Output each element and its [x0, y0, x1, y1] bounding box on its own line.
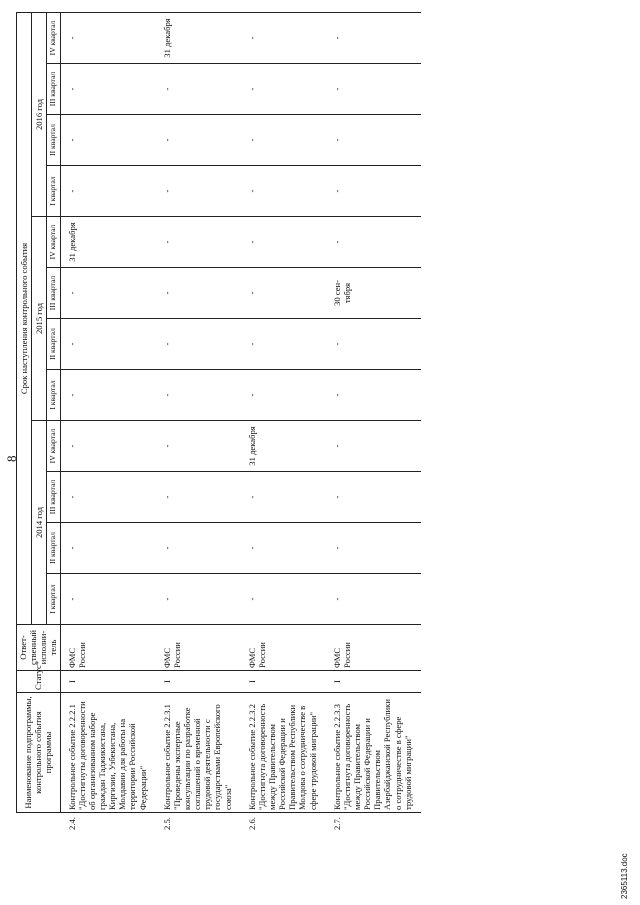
responsible-cell: ФМС России: [156, 625, 241, 671]
quarter-header: III квартал: [46, 64, 60, 115]
quarter-cell: -: [241, 115, 326, 166]
event-name: Контрольное событие 2.2.3.2 "Достигнута договоренность между Правительством Российской Федерации и Правительством Республики Молдова о сотрудничестве в сфере трудовой миграции": [246, 703, 318, 810]
quarter-cell: -: [241, 370, 326, 421]
quarter-cell: -: [60, 64, 156, 115]
quarter-header: III квартал: [46, 472, 60, 523]
year-2016-header: 2016 год: [31, 12, 46, 216]
quarter-cell: -: [60, 319, 156, 370]
row-number: 2.6.: [246, 817, 257, 830]
event-name: Контрольное событие 2.2.3.3 "Достигнута договоренность между Правительством Российской Федерации и Правительством Азербайджанской Республики о сотрудничестве в сфере трудовой миграции": [331, 699, 413, 810]
quarter-cell: -: [156, 523, 241, 574]
quarter-cell: -: [326, 472, 421, 523]
quarter-cell: -: [241, 319, 326, 370]
document-filename: 2365113.doc: [620, 853, 629, 899]
quarter-header: II квартал: [46, 319, 60, 370]
row-number: 2.5.: [161, 817, 172, 830]
quarter-cell: -: [156, 319, 241, 370]
year-2014-header: 2014 год: [31, 421, 46, 625]
event-name-cell: [326, 693, 421, 830]
quarter-header: IV квартал: [46, 421, 60, 472]
quarter-cell: -: [156, 64, 241, 115]
quarter-cell: -: [326, 115, 421, 166]
quarter-cell: -: [156, 574, 241, 625]
quarter-cell: -: [326, 421, 421, 472]
quarter-cell: -: [241, 217, 326, 268]
quarter-header: I квартал: [46, 574, 60, 625]
col-responsible-header: Ответ-ственный исполни-тель: [17, 625, 61, 671]
quarter-header: II квартал: [46, 523, 60, 574]
quarter-cell: -: [156, 115, 241, 166]
quarter-header: III квартал: [46, 268, 60, 319]
quarter-cell: -: [156, 370, 241, 421]
col-name-header: Наименование подпрограммы, контрольного события программы: [17, 693, 61, 813]
quarter-cell: -: [156, 268, 241, 319]
row-number: 2.4.: [66, 817, 77, 830]
quarter-cell: -: [326, 217, 421, 268]
table-row: [60, 12, 156, 812]
quarter-cell: -: [326, 319, 421, 370]
quarter-cell: -: [60, 268, 156, 319]
responsible-cell: ФМС России: [241, 625, 326, 671]
quarter-cell: 31 декабря: [241, 421, 326, 472]
col-status-header: Статус*: [17, 671, 61, 693]
quarter-cell: -: [156, 421, 241, 472]
quarter-cell: -: [241, 574, 326, 625]
table-row: [241, 12, 326, 812]
event-name-cell: [60, 693, 156, 830]
quarter-cell: -: [241, 166, 326, 217]
quarter-cell: -: [60, 370, 156, 421]
quarter-cell: 31 декабря: [156, 12, 241, 63]
responsible-cell: ФМС России: [60, 625, 156, 671]
row-number: 2.7.: [331, 817, 342, 830]
quarter-cell: -: [326, 166, 421, 217]
quarter-header: IV квартал: [46, 12, 60, 63]
table-row: [156, 12, 241, 812]
quarter-cell: -: [241, 523, 326, 574]
quarter-cell: -: [156, 472, 241, 523]
quarter-cell: 31 декабря: [60, 217, 156, 268]
quarter-cell: -: [326, 574, 421, 625]
quarter-cell: -: [156, 166, 241, 217]
quarter-cell: -: [60, 523, 156, 574]
quarter-header: II квартал: [46, 115, 60, 166]
event-name-cell: [241, 693, 326, 830]
control-events-table: [16, 12, 421, 830]
quarter-cell: -: [326, 64, 421, 115]
quarter-header: IV квартал: [46, 217, 60, 268]
event-name-cell: [156, 693, 241, 830]
col-deadline-header: Срок наступления контрольного события: [17, 12, 32, 624]
event-name: Контрольное событие 2.2.3.1 "Проведены экспертные консультации по разработке соглашений о временной трудовой деятельности с государствами Европейского союза": [161, 704, 233, 810]
quarter-cell: -: [60, 421, 156, 472]
status-cell: I: [60, 671, 156, 693]
quarter-cell: -: [60, 12, 156, 63]
quarter-cell: -: [326, 370, 421, 421]
status-cell: I: [241, 671, 326, 693]
event-name: Контрольное событие 2.2.2.1 "Достигнуты договоренности об организованном наборе граждан Таджикистана, Киргизии, Узбекистана, Молдавии для работы на территории Российской Федерации": [66, 701, 148, 810]
quarter-cell: -: [241, 472, 326, 523]
quarter-cell: -: [241, 64, 326, 115]
quarter-header: I квартал: [46, 166, 60, 217]
quarter-cell: -: [60, 115, 156, 166]
page-number: 8: [4, 455, 19, 462]
quarter-cell: -: [326, 523, 421, 574]
quarter-header: I квартал: [46, 370, 60, 421]
quarter-cell: -: [60, 574, 156, 625]
status-cell: I: [326, 671, 421, 693]
quarter-cell: -: [326, 12, 421, 63]
quarter-cell: -: [60, 166, 156, 217]
quarter-cell: -: [241, 12, 326, 63]
quarter-cell: 30 сен- тября: [326, 268, 421, 319]
year-2015-header: 2015 год: [31, 217, 46, 421]
status-cell: I: [156, 671, 241, 693]
responsible-cell: ФМС России: [326, 625, 421, 671]
table-row: [326, 12, 421, 812]
quarter-cell: -: [241, 268, 326, 319]
quarter-cell: -: [156, 217, 241, 268]
quarter-cell: -: [60, 472, 156, 523]
